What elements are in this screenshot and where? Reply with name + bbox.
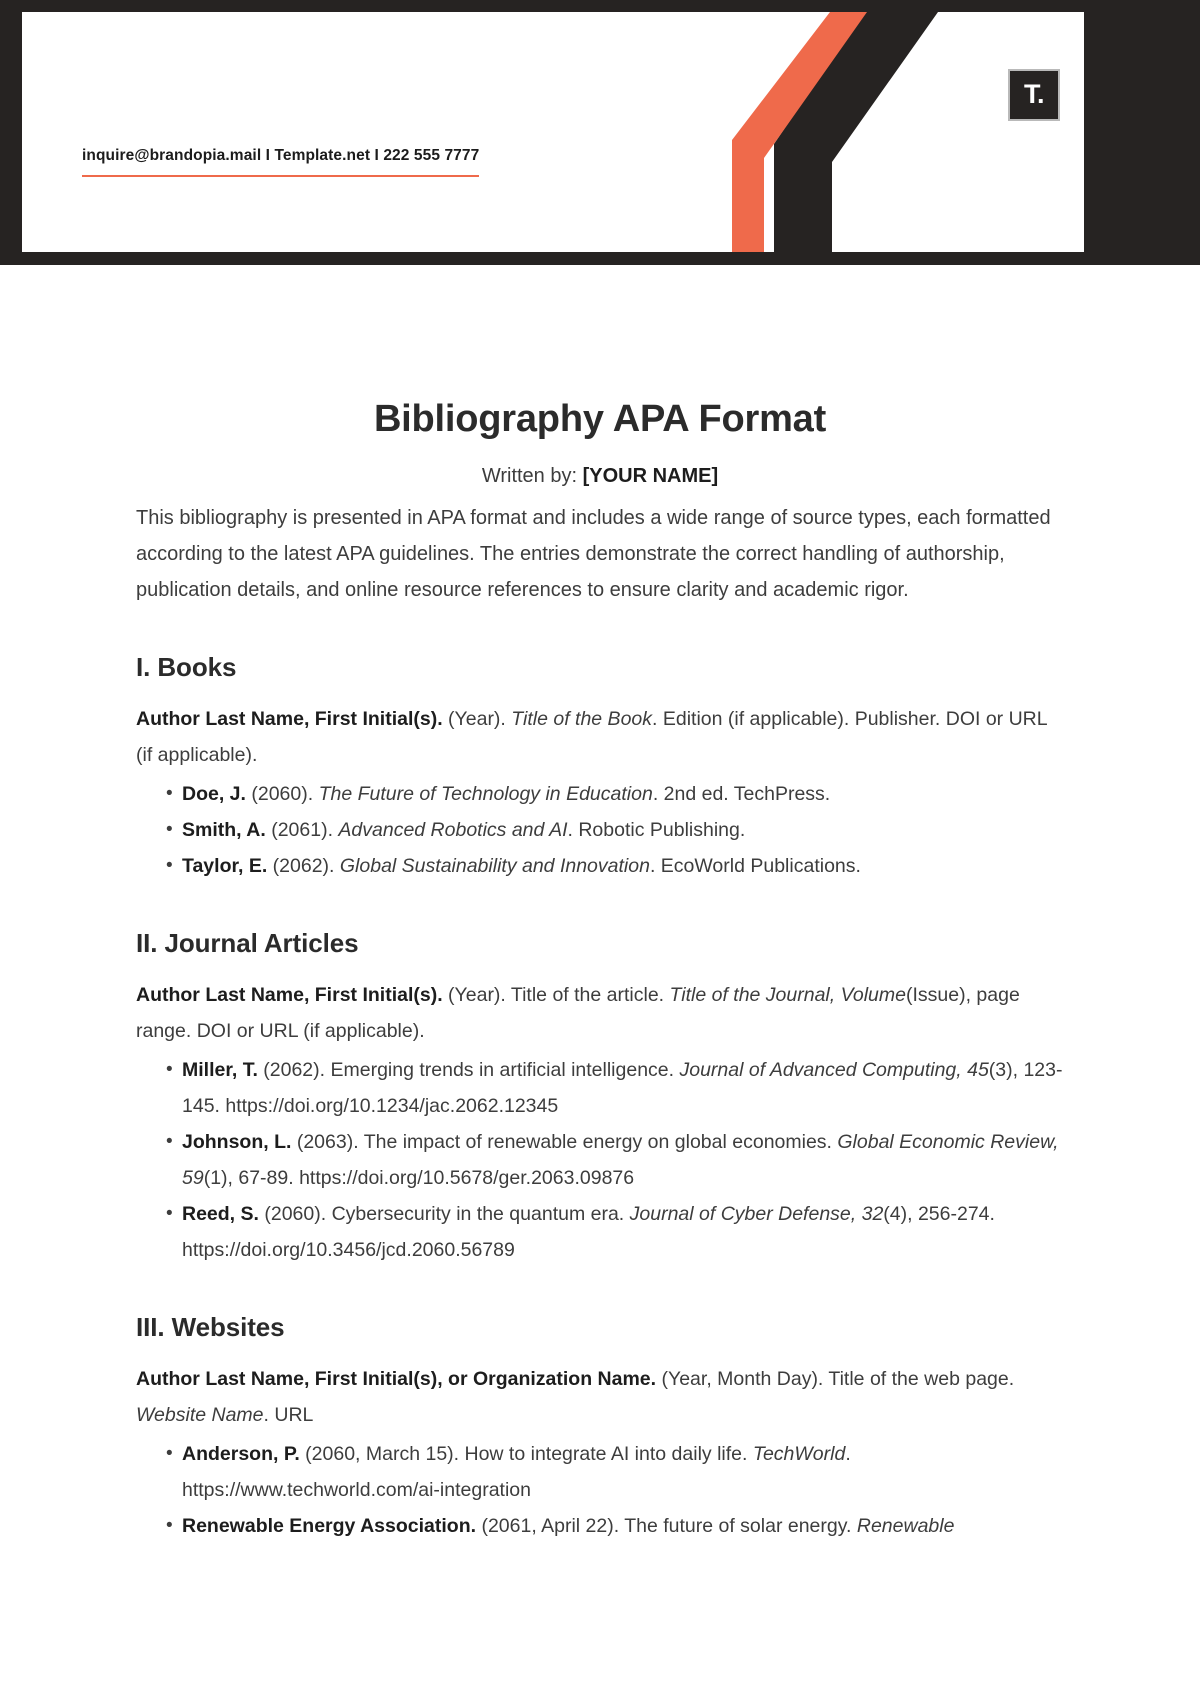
section-heading-books: I. Books <box>136 652 237 682</box>
section-heading-websites: III. Websites <box>136 1312 285 1342</box>
list-item <box>166 812 1064 848</box>
websites-format-rest-a: (Year, Month Day). Title of the web page. <box>656 1368 1015 1390</box>
books-entry-list <box>136 776 1064 884</box>
journals-format-rest-b: (Issue), page range. DOI or URL (if applicable). <box>136 984 1020 1042</box>
entry-tail: (1), 67-89. https://doi.org/10.5678/ger.2063.09876 <box>203 1167 635 1189</box>
journals-entry-list <box>136 1052 1064 1268</box>
entry-tail: . https://www.techworld.com/ai-integration <box>182 1443 851 1501</box>
list-item <box>166 1052 1064 1124</box>
entry-title: Renewable <box>856 1515 955 1537</box>
document-body <box>0 265 1200 1544</box>
entry-mid: (2060, March 15). How to integrate AI into daily life. <box>299 1443 753 1465</box>
journals-format-bold: Author Last Name, First Initial(s). <box>136 984 443 1006</box>
journals-format-template <box>136 977 1064 1049</box>
websites-format-bold: Author Last Name, First Initial(s), or Organization Name. <box>136 1368 657 1390</box>
entry-mid: (2060). Cybersecurity in the quantum era. <box>258 1203 630 1225</box>
contact-info: inquire@brandopia.mail I Template.net I 222 555 7777 <box>82 147 480 164</box>
section-heading-journal-articles: II. Journal Articles <box>136 928 359 958</box>
books-format-bold: Author Last Name, First Initial(s). <box>136 708 443 730</box>
list-item <box>166 1124 1064 1196</box>
journals-format-italic: Title of the Journal, Volume <box>669 984 906 1006</box>
written-by-line <box>0 441 1200 488</box>
page-title: Bibliography APA Format <box>373 398 827 440</box>
entry-author: Reed, S. <box>182 1203 259 1225</box>
books-format-template <box>136 701 1064 773</box>
header-inner-panel <box>22 12 1084 252</box>
entry-title: TechWorld <box>752 1443 846 1465</box>
entry-author: Miller, T. <box>182 1059 258 1081</box>
entry-tail: . EcoWorld Publications. <box>649 855 861 877</box>
websites-format-italic: Website Name <box>136 1404 264 1426</box>
books-format-rest-b: . Edition (if applicable). Publisher. DOI or URL (if applicable). <box>136 708 1047 766</box>
list-item <box>166 776 1064 812</box>
books-format-rest-a: (Year). <box>442 708 512 730</box>
websites-entry-list <box>136 1436 1064 1544</box>
entry-title: Journal of Advanced Computing, 45 <box>679 1059 989 1081</box>
contact-underline-rule <box>82 175 479 177</box>
entry-mid: (2062). Emerging trends in artificial intelligence. <box>257 1059 680 1081</box>
entry-tail: (3), 123-145. https://doi.org/10.1234/jac.2062.12345 <box>182 1059 1063 1117</box>
entry-author: Smith, A. <box>182 819 266 841</box>
author-name-placeholder: [YOUR NAME] <box>582 465 719 487</box>
entry-mid: (2062). <box>267 855 340 877</box>
entry-author: Renewable Energy Association. <box>182 1515 477 1537</box>
list-item <box>166 1508 1064 1544</box>
list-item <box>166 1196 1064 1268</box>
entry-title: Global Economic Review, 59 <box>182 1131 1059 1189</box>
list-item <box>166 1436 1064 1508</box>
entry-author: Anderson, P. <box>182 1443 300 1465</box>
entry-mid: (2061). <box>265 819 339 841</box>
entry-author: Taylor, E. <box>182 855 268 877</box>
entry-mid: (2061, April 22). The future of solar energy. <box>476 1515 857 1537</box>
intro-paragraph: This bibliography is presented in APA format and includes a wide range of source types, each formatted according to the latest APA guidelines. The entries demonstrate the correct handling of authorship, publication details, and online resource references to ensure clarity and academic rigor. <box>136 507 1051 601</box>
entry-mid: (2063). The impact of renewable energy on global economies. <box>291 1131 838 1153</box>
list-item <box>166 848 1064 884</box>
entry-tail: . Robotic Publishing. <box>567 819 746 841</box>
entry-author: Johnson, L. <box>182 1131 292 1153</box>
entry-title: Global Sustainability and Innovation <box>339 855 650 877</box>
template-logo <box>1008 69 1060 121</box>
books-format-italic: Title of the Book <box>511 708 653 730</box>
entry-tail: (4), 256-274. https://doi.org/10.3456/jcd.2060.56789 <box>182 1203 995 1261</box>
websites-format-rest-b: . URL <box>263 1404 314 1426</box>
document-content <box>136 488 1064 1544</box>
websites-format-template <box>136 1361 1064 1433</box>
journals-format-rest-a: (Year). Title of the article. <box>442 984 670 1006</box>
written-by-label: Written by: <box>481 465 578 487</box>
header-diagonal-stripe-graphic <box>22 12 1084 252</box>
header-band <box>0 0 1200 265</box>
entry-title: Journal of Cyber Defense, 32 <box>629 1203 884 1225</box>
logo-text: T. <box>1023 78 1044 109</box>
entry-title: Advanced Robotics and AI <box>338 819 568 841</box>
entry-tail: . 2nd ed. TechPress. <box>652 783 831 805</box>
entry-mid: (2060). <box>245 783 319 805</box>
entry-title: The Future of Technology in Education <box>318 783 653 805</box>
entry-author: Doe, J. <box>182 783 246 805</box>
